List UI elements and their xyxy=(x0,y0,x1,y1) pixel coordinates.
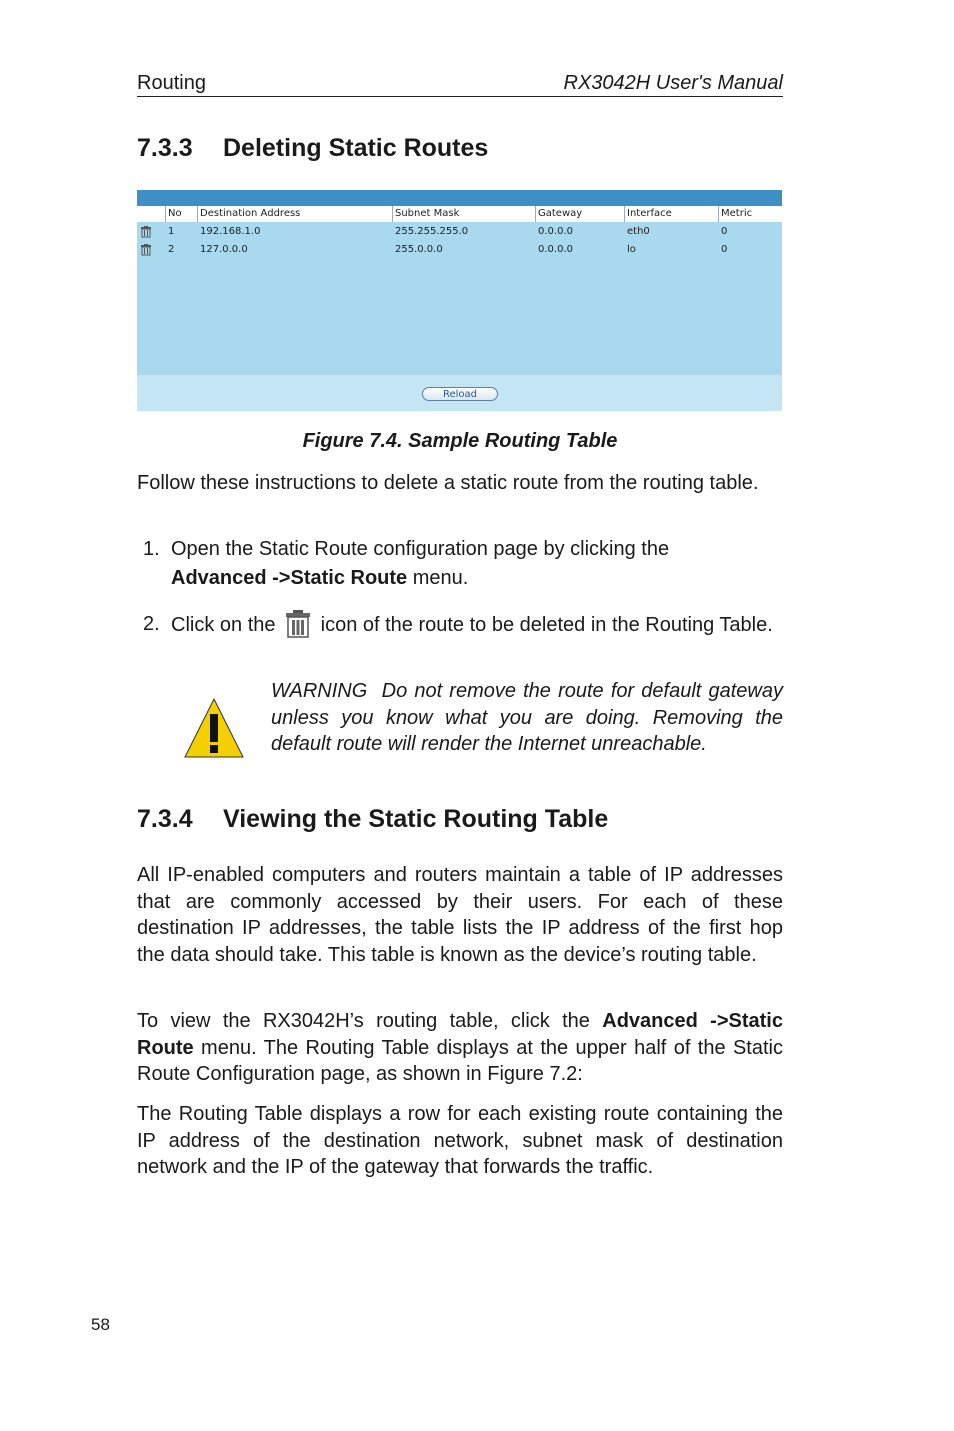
paragraph-view-instructions xyxy=(137,1008,783,1088)
table-footer xyxy=(137,374,782,411)
warning-icon xyxy=(183,697,245,759)
cell-gateway: 0.0.0.0 xyxy=(538,226,573,237)
cell-subnet: 255.255.255.0 xyxy=(395,226,469,237)
paragraph-table-contents: The Routing Table displays a row for each existing route containing the IP address of the destination network, subnet mask of destination network and the IP of the gateway that forwards the traffic. xyxy=(137,1103,783,1178)
step-number: 2. xyxy=(143,613,160,635)
reload-button[interactable]: Reload xyxy=(422,387,498,401)
column-header-subnet: Subnet Mask xyxy=(395,208,460,219)
p2-text-b: menu. The Routing Table displays at the upper half of the Static Route Configuration page, as shown in Figure 7.2: xyxy=(137,1036,783,1085)
cell-interface: lo xyxy=(627,244,636,255)
page-number: 58 xyxy=(91,1315,110,1334)
header-manual-title: RX3042H User's Manual xyxy=(563,72,783,94)
step-text-a: Open the Static Route configuration page by clicking the xyxy=(171,538,670,560)
step-text xyxy=(171,535,783,593)
section-heading-viewing xyxy=(137,805,608,834)
column-header-destination: Destination Address xyxy=(200,208,301,219)
intro-paragraph: Follow these instructions to delete a static route from the routing table. xyxy=(137,472,759,494)
menu-path: Advanced ->Static Route xyxy=(137,1010,783,1059)
trash-icon[interactable] xyxy=(140,244,152,256)
step-text-a: Click on the xyxy=(171,614,276,636)
table-header-row xyxy=(137,206,782,222)
step-2 xyxy=(143,610,783,666)
column-header-metric: Metric xyxy=(721,208,753,219)
warning-label: WARNING xyxy=(271,680,368,702)
step-text-b: menu. xyxy=(407,567,469,589)
cell-no: 2 xyxy=(168,244,175,255)
section-number: 7.3.4 xyxy=(137,805,193,833)
section-number: 7.3.3 xyxy=(137,134,193,162)
header-section: Routing xyxy=(137,72,206,94)
cell-metric: 0 xyxy=(721,244,728,255)
step-text-b: icon of the route to be deleted in the Routing Table. xyxy=(320,614,773,636)
column-header-interface: Interface xyxy=(627,208,672,219)
step-1 xyxy=(143,535,783,595)
section-heading-deleting xyxy=(137,134,488,163)
cell-interface: eth0 xyxy=(627,226,650,237)
warning-text xyxy=(271,678,783,758)
section-title: Viewing the Static Routing Table xyxy=(223,805,609,833)
column-header-gateway: Gateway xyxy=(538,208,583,219)
paragraph-routing-tables: All IP-enabled computers and routers maintain a table of IP addresses that are commonly accessed by their users. For each of these destination IP addresses, the table lists the IP address of the first hop the data should take. This table is known as the device’s routing table. xyxy=(137,864,783,966)
routing-table-figure xyxy=(137,190,782,410)
trash-icon xyxy=(284,610,312,638)
cell-gateway: 0.0.0.0 xyxy=(538,244,573,255)
step-text xyxy=(171,610,783,639)
running-header xyxy=(137,72,783,97)
table-row xyxy=(137,224,782,241)
cell-subnet: 255.0.0.0 xyxy=(395,244,443,255)
figure-caption: Figure 7.4. Sample Routing Table xyxy=(302,430,618,452)
figure-title-bar xyxy=(137,190,782,206)
cell-metric: 0 xyxy=(721,226,728,237)
table-row xyxy=(137,242,782,259)
menu-path: Advanced ->Static Route xyxy=(171,567,408,589)
cell-no: 1 xyxy=(168,226,175,237)
cell-destination: 192.168.1.0 xyxy=(200,226,261,237)
warning-body: Do not remove the route for default gateway unless you know what you are doing. Removing the default route will render the Internet unreachable. xyxy=(271,680,783,755)
step-number: 1. xyxy=(143,538,160,560)
cell-destination: 127.0.0.0 xyxy=(200,244,248,255)
column-header-no: No xyxy=(168,208,182,219)
p2-text-a: To view the RX3042H’s routing table, click the xyxy=(137,1010,603,1032)
trash-icon[interactable] xyxy=(140,226,152,238)
section-title: Deleting Static Routes xyxy=(223,134,489,162)
